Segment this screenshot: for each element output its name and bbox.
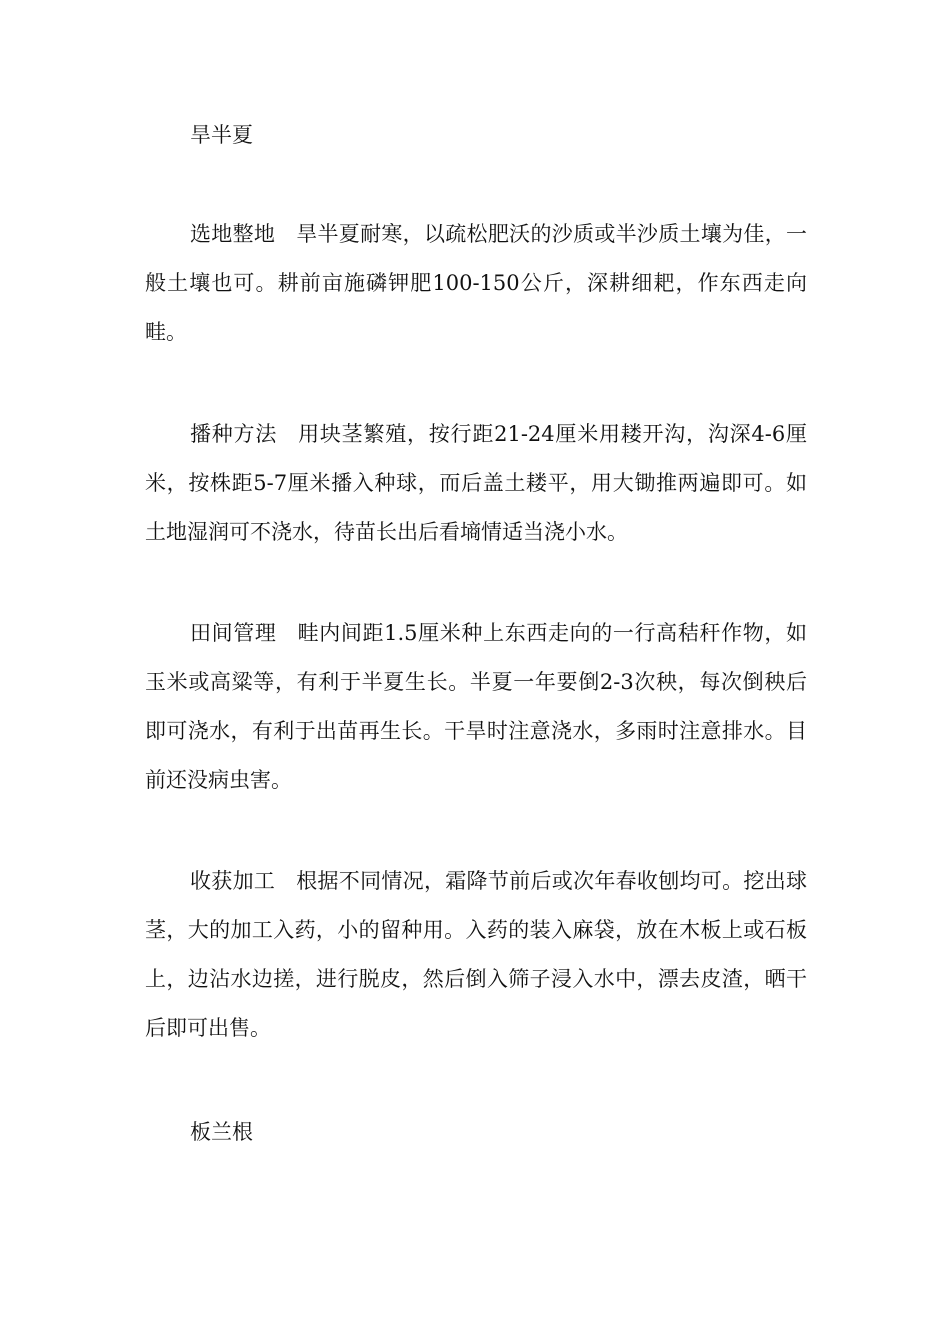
section-body: 用块茎繁殖，按行距21-24厘米用耧开沟，沟深4-6厘米，按株距5-7厘米播入种球，而后盖土耧平，用大锄推两遍即可。如土地湿润可不浇水，待苗长出后看墒情适当浇小水。 xyxy=(145,422,807,544)
section-site-preparation xyxy=(145,210,807,357)
section-body: 根据不同情况，霜降节前后或次年春收刨均可。挖出球茎，大的加工入药，小的留种用。入药的装入麻袋，放在木板上或石板上，边沾水边搓，进行脱皮，然后倒入筛子浸入水中，漂去皮渣，晒干后即可出售。 xyxy=(145,869,808,1040)
section-title: 田间管理 xyxy=(190,621,277,645)
heading-banlangen: 板兰根 xyxy=(190,1120,253,1144)
section-body: 畦内间距1.5厘米种上东西走向的一行高秸秆作物，如玉米或高粱等，有利于半夏生长。半夏一年要倒2-3次秧，每次倒秧后即可浇水，有利于出苗再生长。干旱时注意浇水，多雨时注意排水。目前还没病虫害。 xyxy=(145,621,807,792)
section-harvest-processing xyxy=(145,857,807,1053)
section-title: 选地整地 xyxy=(190,222,276,246)
heading-banxia: 旱半夏 xyxy=(190,123,253,147)
section-title: 收获加工 xyxy=(190,869,276,893)
section-title: 播种方法 xyxy=(190,422,278,446)
section-field-management xyxy=(145,609,807,805)
section-body: 旱半夏耐寒，以疏松肥沃的沙质或半沙质土壤为佳，一般土壤也可。耕前亩施磷钾肥100-150公斤，深耕细耙，作东西走向畦。 xyxy=(145,222,808,344)
section-sowing-method xyxy=(145,410,807,557)
